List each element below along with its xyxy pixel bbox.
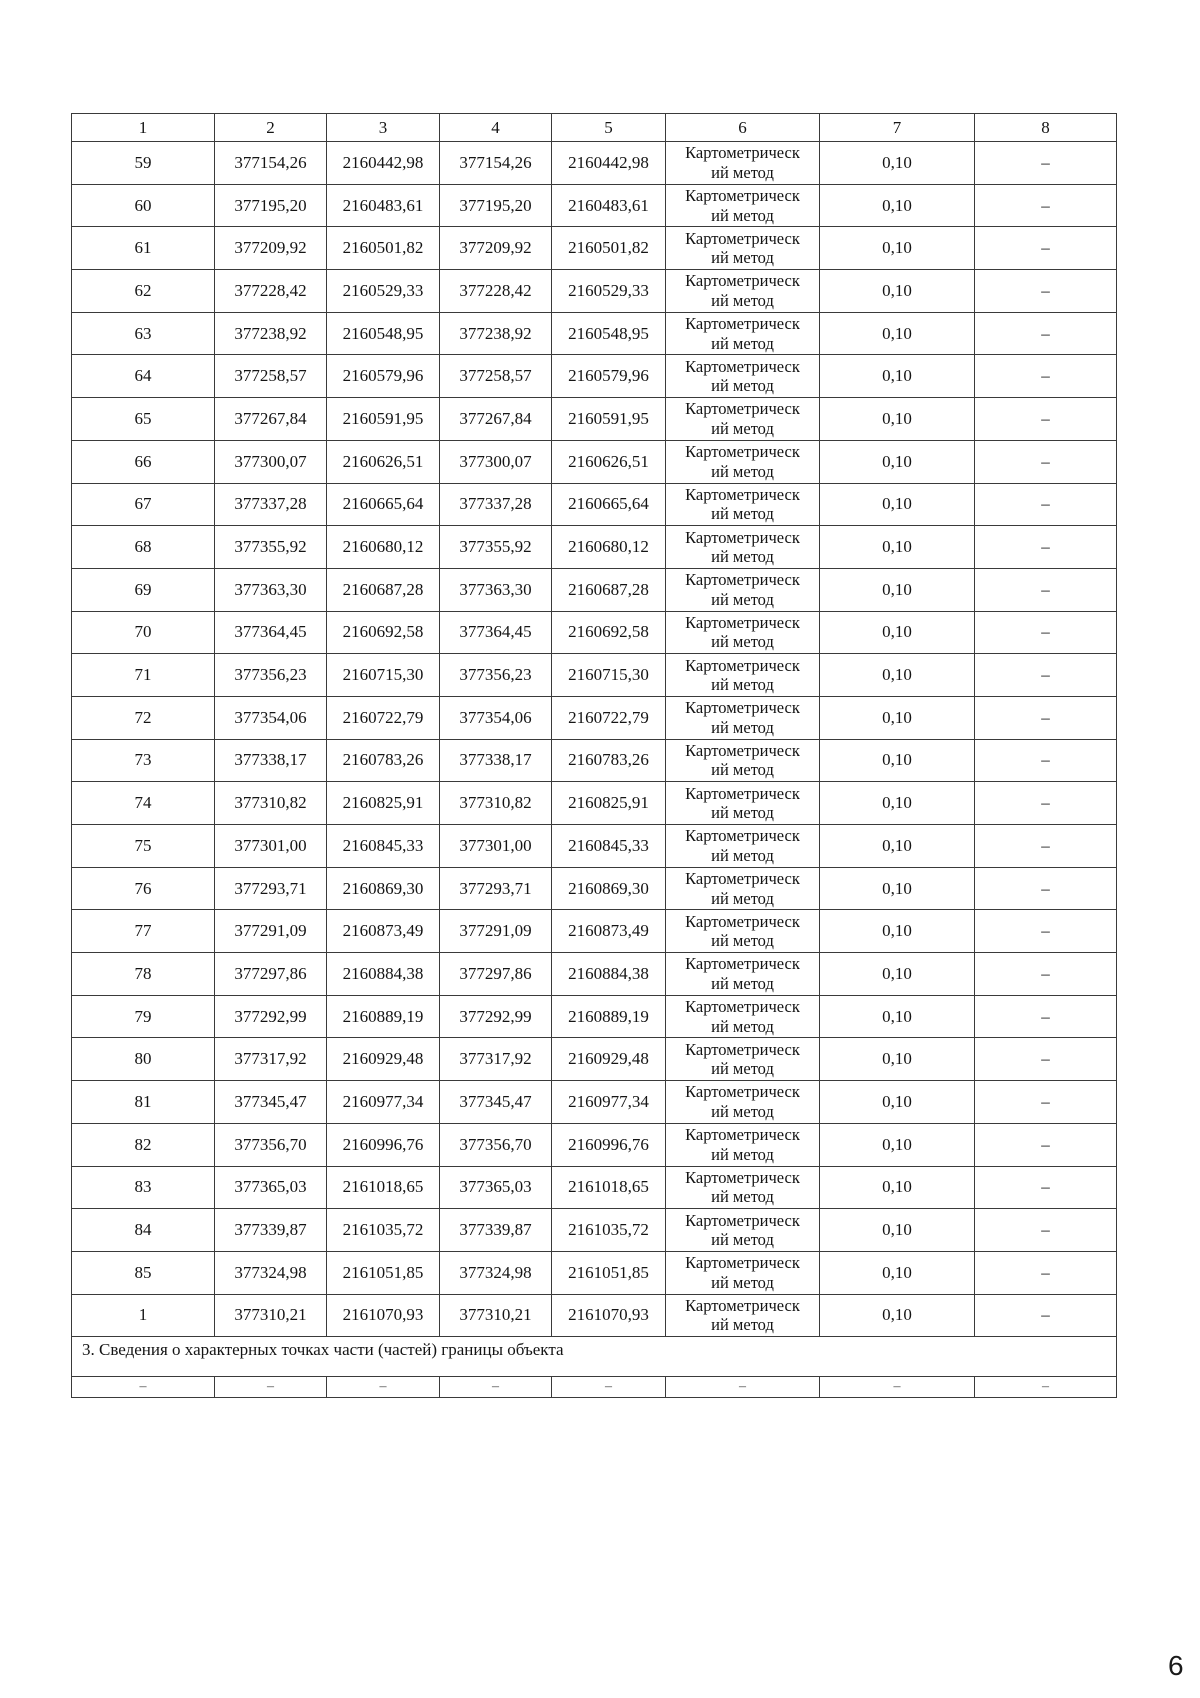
table-row [72,611,1117,654]
cell-col-4: 377267,84 [440,398,552,441]
cell-col-7: 0,10 [820,526,975,569]
table-row [72,184,1117,227]
cell-col-4: 377310,82 [440,782,552,825]
cell-col-5: 2160929,48 [552,1038,666,1081]
cell-col-1: 84 [72,1209,215,1252]
cell-col-6: Картометрическ ий метод [666,910,820,953]
cell-col-1: 64 [72,355,215,398]
cell-col-8: – [975,739,1117,782]
cell-col-2: 377154,26 [215,142,327,185]
cell-col-8: – [975,312,1117,355]
cell-col-2: 377300,07 [215,440,327,483]
cell-col-4: – [440,1377,552,1398]
cell-col-6: Картометрическ ий метод [666,1038,820,1081]
cell-col-1: 73 [72,739,215,782]
cell-col-7: 0,10 [820,142,975,185]
table-row [72,910,1117,953]
cell-col-7: 0,10 [820,825,975,868]
table-row [72,355,1117,398]
cell-col-1: 72 [72,696,215,739]
cell-col-3: 2160869,30 [327,867,440,910]
section-title: 3. Сведения о характерных точках части (частей) границы объекта [72,1337,1117,1377]
table-row [72,739,1117,782]
cell-col-8: – [975,440,1117,483]
cell-col-5: 2160501,82 [552,227,666,270]
cell-col-5: 2160715,30 [552,654,666,697]
cell-col-6: Картометрическ ий метод [666,184,820,227]
page-number: 6 [1168,1650,1184,1681]
cell-col-2: 377364,45 [215,611,327,654]
cell-col-4: 377356,23 [440,654,552,697]
cell-col-8: – [975,611,1117,654]
cell-col-7: 0,10 [820,312,975,355]
cell-col-4: 377355,92 [440,526,552,569]
cell-col-2: 377209,92 [215,227,327,270]
table-row [72,1209,1117,1252]
cell-col-8: – [975,910,1117,953]
cell-col-2: 377339,87 [215,1209,327,1252]
cell-col-3: 2160692,58 [327,611,440,654]
cell-col-8: – [975,696,1117,739]
cell-col-6: Картометрическ ий метод [666,568,820,611]
cell-col-6: Картометрическ ий метод [666,440,820,483]
cell-col-2: 377354,06 [215,696,327,739]
cell-col-3: 2160884,38 [327,953,440,996]
cell-col-1: – [72,1377,215,1398]
cell-col-3: 2160722,79 [327,696,440,739]
cell-col-1: 65 [72,398,215,441]
table-row [72,483,1117,526]
cell-col-4: 377297,86 [440,953,552,996]
cell-col-3: 2160483,61 [327,184,440,227]
cell-col-5: – [552,1377,666,1398]
cell-col-7: 0,10 [820,654,975,697]
cell-col-6: Картометрическ ий метод [666,526,820,569]
cell-col-3: 2160626,51 [327,440,440,483]
table-row [72,440,1117,483]
cell-col-5: 2160825,91 [552,782,666,825]
table-row [72,398,1117,441]
table-body [72,142,1117,1398]
cell-col-4: 377354,06 [440,696,552,739]
cell-col-5: 2160579,96 [552,355,666,398]
cell-col-3: 2160996,76 [327,1123,440,1166]
cell-col-2: 377291,09 [215,910,327,953]
cell-col-6: Картометрическ ий метод [666,782,820,825]
cell-col-3: 2161018,65 [327,1166,440,1209]
cell-col-1: 71 [72,654,215,697]
cell-col-7: 0,10 [820,270,975,313]
cell-col-5: 2160692,58 [552,611,666,654]
column-header-8: 8 [975,114,1117,142]
cell-col-7: 0,10 [820,611,975,654]
cell-col-1: 68 [72,526,215,569]
cell-col-2: 377258,57 [215,355,327,398]
cell-col-2: 377337,28 [215,483,327,526]
table-header [72,114,1117,142]
cell-col-8: – [975,1294,1117,1337]
cell-col-4: 377364,45 [440,611,552,654]
cell-col-4: 377300,07 [440,440,552,483]
cell-col-1: 74 [72,782,215,825]
cell-col-5: 2160884,38 [552,953,666,996]
cell-col-7: 0,10 [820,227,975,270]
cell-col-7: 0,10 [820,1294,975,1337]
cell-col-4: 377345,47 [440,1081,552,1124]
cell-col-7: 0,10 [820,184,975,227]
cell-col-4: 377339,87 [440,1209,552,1252]
cell-col-5: 2161018,65 [552,1166,666,1209]
cell-col-3: 2160665,64 [327,483,440,526]
cell-col-3: 2160591,95 [327,398,440,441]
cell-col-7: 0,10 [820,483,975,526]
cell-col-3: – [327,1377,440,1398]
column-header-1: 1 [72,114,215,142]
cell-col-3: 2160929,48 [327,1038,440,1081]
cell-col-7: 0,10 [820,568,975,611]
cell-col-3: 2160889,19 [327,995,440,1038]
cell-col-5: 2160548,95 [552,312,666,355]
cell-col-3: 2160715,30 [327,654,440,697]
cell-col-7: 0,10 [820,867,975,910]
cell-col-6: Картометрическ ий метод [666,312,820,355]
cell-col-2: 377297,86 [215,953,327,996]
cell-col-5: 2160626,51 [552,440,666,483]
cell-col-6: Картометрическ ий метод [666,1209,820,1252]
cell-col-3: 2160825,91 [327,782,440,825]
cell-col-5: 2160529,33 [552,270,666,313]
cell-col-7: 0,10 [820,440,975,483]
table-row [72,1123,1117,1166]
cell-col-1: 60 [72,184,215,227]
table-row [72,568,1117,611]
column-header-4: 4 [440,114,552,142]
cell-col-6: Картометрическ ий метод [666,1251,820,1294]
cell-col-1: 62 [72,270,215,313]
cell-col-5: 2161051,85 [552,1251,666,1294]
cell-col-1: 1 [72,1294,215,1337]
cell-col-4: 377291,09 [440,910,552,953]
cell-col-2: 377301,00 [215,825,327,868]
header-row [72,114,1117,142]
cell-col-7: 0,10 [820,953,975,996]
cell-col-5: 2160591,95 [552,398,666,441]
column-header-3: 3 [327,114,440,142]
cell-col-7: 0,10 [820,910,975,953]
table-row [72,142,1117,185]
table-row [72,654,1117,697]
cell-col-4: 377195,20 [440,184,552,227]
cell-col-6: Картометрическ ий метод [666,142,820,185]
cell-col-2: 377338,17 [215,739,327,782]
cell-col-1: 59 [72,142,215,185]
cell-col-2: – [215,1377,327,1398]
cell-col-4: 377301,00 [440,825,552,868]
cell-col-2: 377317,92 [215,1038,327,1081]
cell-col-3: 2161051,85 [327,1251,440,1294]
cell-col-4: 377356,70 [440,1123,552,1166]
cell-col-2: 377267,84 [215,398,327,441]
cell-col-2: 377356,23 [215,654,327,697]
column-header-7: 7 [820,114,975,142]
table-row [72,825,1117,868]
cell-col-7: 0,10 [820,1081,975,1124]
cell-col-3: 2160501,82 [327,227,440,270]
cell-col-1: 78 [72,953,215,996]
cell-col-7: 0,10 [820,995,975,1038]
cell-col-7: 0,10 [820,398,975,441]
cell-col-6: Картометрическ ий метод [666,227,820,270]
table-row [72,1081,1117,1124]
cell-col-4: 377292,99 [440,995,552,1038]
cell-col-5: 2160977,34 [552,1081,666,1124]
table-row [72,227,1117,270]
table-row [72,526,1117,569]
cell-col-1: 76 [72,867,215,910]
cell-col-7: 0,10 [820,739,975,782]
cell-col-8: – [975,654,1117,697]
table-row [72,782,1117,825]
cell-col-1: 70 [72,611,215,654]
cell-col-5: 2161035,72 [552,1209,666,1252]
table-row [72,1377,1117,1398]
cell-col-5: 2160783,26 [552,739,666,782]
cell-col-6: Картометрическ ий метод [666,1294,820,1337]
cell-col-6: Картометрическ ий метод [666,825,820,868]
cell-col-7: 0,10 [820,782,975,825]
cell-col-2: 377293,71 [215,867,327,910]
cell-col-7: 0,10 [820,1251,975,1294]
cell-col-3: 2160442,98 [327,142,440,185]
table-row [72,1251,1117,1294]
cell-col-6: Картометрическ ий метод [666,1081,820,1124]
cell-col-3: 2160845,33 [327,825,440,868]
cell-col-5: 2160889,19 [552,995,666,1038]
cell-col-1: 66 [72,440,215,483]
cell-col-8: – [975,1209,1117,1252]
cell-col-8: – [975,995,1117,1038]
cell-col-3: 2160977,34 [327,1081,440,1124]
cell-col-5: 2161070,93 [552,1294,666,1337]
cell-col-1: 61 [72,227,215,270]
table-row [72,1038,1117,1081]
cell-col-5: 2160996,76 [552,1123,666,1166]
cell-col-4: 377317,92 [440,1038,552,1081]
cell-col-3: 2160680,12 [327,526,440,569]
cell-col-5: 2160687,28 [552,568,666,611]
cell-col-6: Картометрическ ий метод [666,483,820,526]
cell-col-6: Картометрическ ий метод [666,1123,820,1166]
cell-col-4: 377365,03 [440,1166,552,1209]
cell-col-2: 377365,03 [215,1166,327,1209]
cell-col-6: Картометрическ ий метод [666,355,820,398]
cell-col-8: – [975,483,1117,526]
cell-col-2: 377310,21 [215,1294,327,1337]
cell-col-7: 0,10 [820,1038,975,1081]
table-row [72,696,1117,739]
cell-col-4: 377209,92 [440,227,552,270]
cell-col-3: 2160579,96 [327,355,440,398]
cell-col-8: – [975,142,1117,185]
cell-col-5: 2160442,98 [552,142,666,185]
cell-col-4: 377363,30 [440,568,552,611]
cell-col-2: 377310,82 [215,782,327,825]
cell-col-1: 83 [72,1166,215,1209]
cell-col-3: 2160548,95 [327,312,440,355]
cell-col-8: – [975,782,1117,825]
cell-col-1: 82 [72,1123,215,1166]
cell-col-1: 63 [72,312,215,355]
cell-col-3: 2161035,72 [327,1209,440,1252]
cell-col-8: – [975,1038,1117,1081]
cell-col-6: Картометрическ ий метод [666,270,820,313]
cell-col-2: 377195,20 [215,184,327,227]
cell-col-2: 377324,98 [215,1251,327,1294]
cell-col-1: 75 [72,825,215,868]
cell-col-7: 0,10 [820,1166,975,1209]
cell-col-6: Картометрическ ий метод [666,398,820,441]
cell-col-8: – [975,1166,1117,1209]
cell-col-1: 67 [72,483,215,526]
cell-col-5: 2160869,30 [552,867,666,910]
cell-col-8: – [975,184,1117,227]
cell-col-8: – [975,1377,1117,1398]
cell-col-7: 0,10 [820,696,975,739]
table-row [72,270,1117,313]
cell-col-3: 2160873,49 [327,910,440,953]
cell-col-8: – [975,526,1117,569]
cell-col-2: 377356,70 [215,1123,327,1166]
cell-col-8: – [975,568,1117,611]
cell-col-8: – [975,867,1117,910]
cell-col-6: – [666,1377,820,1398]
cell-col-8: – [975,1251,1117,1294]
cell-col-4: 377154,26 [440,142,552,185]
cell-col-4: 377293,71 [440,867,552,910]
table-row [72,995,1117,1038]
cell-col-1: 85 [72,1251,215,1294]
cell-col-6: Картометрическ ий метод [666,995,820,1038]
cell-col-6: Картометрическ ий метод [666,696,820,739]
cell-col-5: 2160873,49 [552,910,666,953]
cell-col-8: – [975,1123,1117,1166]
coordinates-table [71,113,1117,1398]
cell-col-8: – [975,227,1117,270]
cell-col-5: 2160722,79 [552,696,666,739]
section-row [72,1337,1117,1377]
table-row [72,1294,1117,1337]
table-row [72,312,1117,355]
cell-col-5: 2160665,64 [552,483,666,526]
cell-col-5: 2160483,61 [552,184,666,227]
cell-col-8: – [975,1081,1117,1124]
cell-col-8: – [975,355,1117,398]
cell-col-1: 77 [72,910,215,953]
cell-col-7: – [820,1377,975,1398]
table-row [72,867,1117,910]
cell-col-4: 377238,92 [440,312,552,355]
cell-col-6: Картометрическ ий метод [666,611,820,654]
cell-col-6: Картометрическ ий метод [666,867,820,910]
cell-col-4: 377338,17 [440,739,552,782]
cell-col-8: – [975,398,1117,441]
cell-col-1: 80 [72,1038,215,1081]
cell-col-2: 377363,30 [215,568,327,611]
column-header-5: 5 [552,114,666,142]
cell-col-2: 377228,42 [215,270,327,313]
cell-col-3: 2160687,28 [327,568,440,611]
cell-col-1: 69 [72,568,215,611]
cell-col-4: 377228,42 [440,270,552,313]
cell-col-6: Картометрическ ий метод [666,739,820,782]
cell-col-4: 377258,57 [440,355,552,398]
column-header-6: 6 [666,114,820,142]
cell-col-4: 377324,98 [440,1251,552,1294]
column-header-2: 2 [215,114,327,142]
cell-col-2: 377345,47 [215,1081,327,1124]
cell-col-3: 2161070,93 [327,1294,440,1337]
cell-col-2: 377292,99 [215,995,327,1038]
cell-col-1: 79 [72,995,215,1038]
cell-col-2: 377355,92 [215,526,327,569]
cell-col-8: – [975,825,1117,868]
cell-col-8: – [975,270,1117,313]
cell-col-2: 377238,92 [215,312,327,355]
cell-col-5: 2160680,12 [552,526,666,569]
cell-col-8: – [975,953,1117,996]
cell-col-5: 2160845,33 [552,825,666,868]
cell-col-3: 2160783,26 [327,739,440,782]
cell-col-7: 0,10 [820,1209,975,1252]
cell-col-4: 377310,21 [440,1294,552,1337]
cell-col-6: Картометрическ ий метод [666,953,820,996]
table-row [72,953,1117,996]
cell-col-3: 2160529,33 [327,270,440,313]
cell-col-6: Картометрическ ий метод [666,654,820,697]
cell-col-7: 0,10 [820,355,975,398]
cell-col-4: 377337,28 [440,483,552,526]
cell-col-7: 0,10 [820,1123,975,1166]
cell-col-1: 81 [72,1081,215,1124]
cell-col-6: Картометрическ ий метод [666,1166,820,1209]
table-row [72,1166,1117,1209]
